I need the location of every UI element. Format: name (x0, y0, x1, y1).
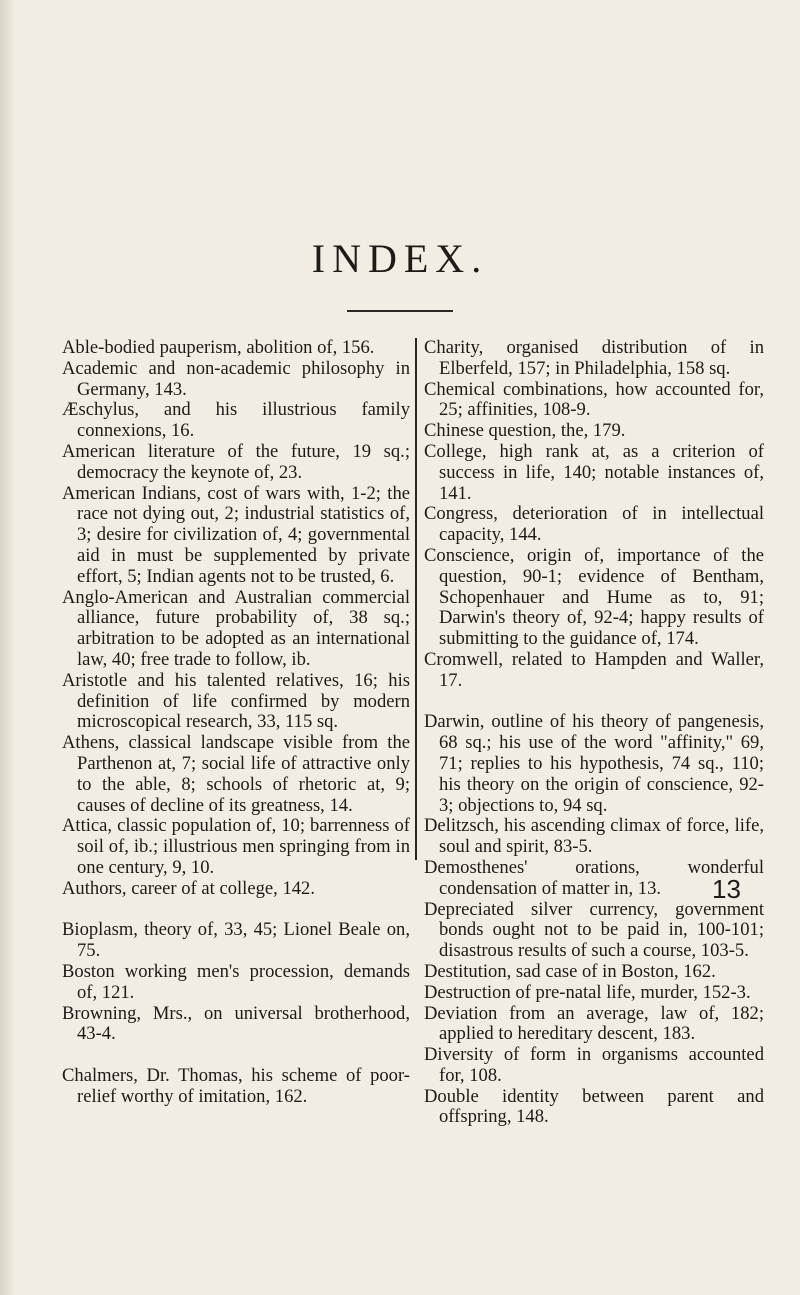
index-entry: American literature of the future, 19 sq.; democracy the keynote of, 23. (62, 440, 410, 483)
index-entry: Aristotle and his talented relatives, 16; his definition of life confirmed by modern microscopical research, 33, 115 sq. (62, 669, 410, 733)
index-entry: Deviation from an average, law of, 182; applied to hereditary descent, 183. (424, 1002, 764, 1045)
index-entry: Depreciated silver currency, government bonds ought not to be paid in, 100-101; disastrous results of such a course, 103-5. (424, 898, 764, 962)
index-entry: Æschylus, and his illustrious family connexions, 16. (62, 399, 410, 442)
column-divider (415, 338, 417, 860)
index-entry: American Indians, cost of wars with, 1-2; the race not dying out, 2; industrial statistics of, 3; desire for civilization of, 4; governmental aid in must be supplemented by private effort, 5; Indian agents not to be trusted, 6. (62, 482, 410, 587)
page-number: 13 (712, 874, 741, 904)
index-entry: Delitzsch, his ascending climax of force, life, soul and spirit, 83-5. (424, 815, 764, 858)
index-entry: Authors, career of at college, 142. (62, 877, 315, 899)
index-entry: Chinese question, the, 179. (424, 420, 626, 442)
index-entry: Athens, classical landscape visible from the Parthenon at, 7; social life of attractive only to the able, 8; schools of rhetoric at, 9; causes of decline of its greatness, 14. (62, 732, 410, 816)
right-column (424, 338, 764, 1128)
index-entry: Chalmers, Dr. Thomas, his scheme of poor-relief worthy of imitation, 162. (62, 1064, 410, 1107)
page-edge-shadow (0, 0, 14, 1295)
index-entry: College, high rank at, as a criterion of success in life, 140; notable instances of, 141. (424, 440, 764, 504)
index-entry: Demosthenes' orations, wonderful condensation of matter in, 13. (424, 856, 764, 899)
title-rule (347, 310, 453, 312)
index-entry: Charity, organised distribution of in Elberfeld, 157; in Philadelphia, 158 sq. (424, 337, 764, 379)
index-entry: Cromwell, related to Hampden and Waller, 17. (424, 648, 764, 691)
index-entry: Diversity of form in organisms accounted for, 108. (424, 1044, 764, 1086)
index-entry: Academic and non-academic philosophy in Germany, 143. (62, 357, 410, 400)
page-title: INDEX. (311, 236, 489, 281)
index-entry: Able-bodied pauperism, abolition of, 156. (62, 337, 375, 358)
index-entry: Darwin, outline of his theory of pangenesis, 68 sq.; his use of the word "affinity," 69, 71; replies to his hypothesis, 74 sq., 110; his theory on the origin of conscience, 92-3; objections to, 94 sq. (424, 711, 764, 816)
index-entry: Anglo-American and Australian commercial alliance, future probability of, 38 sq.; arbitration to be adopted as an international law, 40; free trade to follow, ib. (62, 586, 410, 670)
left-column (62, 338, 410, 1107)
index-entry: Conscience, origin of, importance of the question, 90-1; evidence of Bentham, Schopenhauer and Hume as to, 91; Darwin's theory of, 92-4; happy results of submitting to the guidance of, 174. (424, 544, 764, 650)
index-entry: Chemical combinations, how accounted for, 25; affinities, 108-9. (424, 378, 764, 421)
index-entry: Boston working men's procession, demands of, 121. (62, 960, 410, 1003)
index-entry: Double identity between parent and offspring, 148. (424, 1085, 764, 1128)
index-entry: Browning, Mrs., on universal brotherhood, 43-4. (62, 1002, 410, 1045)
index-entry: Congress, deterioration of in intellectual capacity, 144. (424, 503, 764, 546)
index-entry: Attica, classic population of, 10; barrenness of soil of, ib.; illustrious men springing from in one century, 9, 10. (62, 815, 410, 878)
index-entry: Destitution, sad case of in Boston, 162. (424, 960, 716, 982)
index-entry: Destruction of pre-natal life, murder, 152-3. (424, 981, 751, 1003)
index-entry: Bioplasm, theory of, 33, 45; Lionel Beale on, 75. (62, 919, 410, 962)
